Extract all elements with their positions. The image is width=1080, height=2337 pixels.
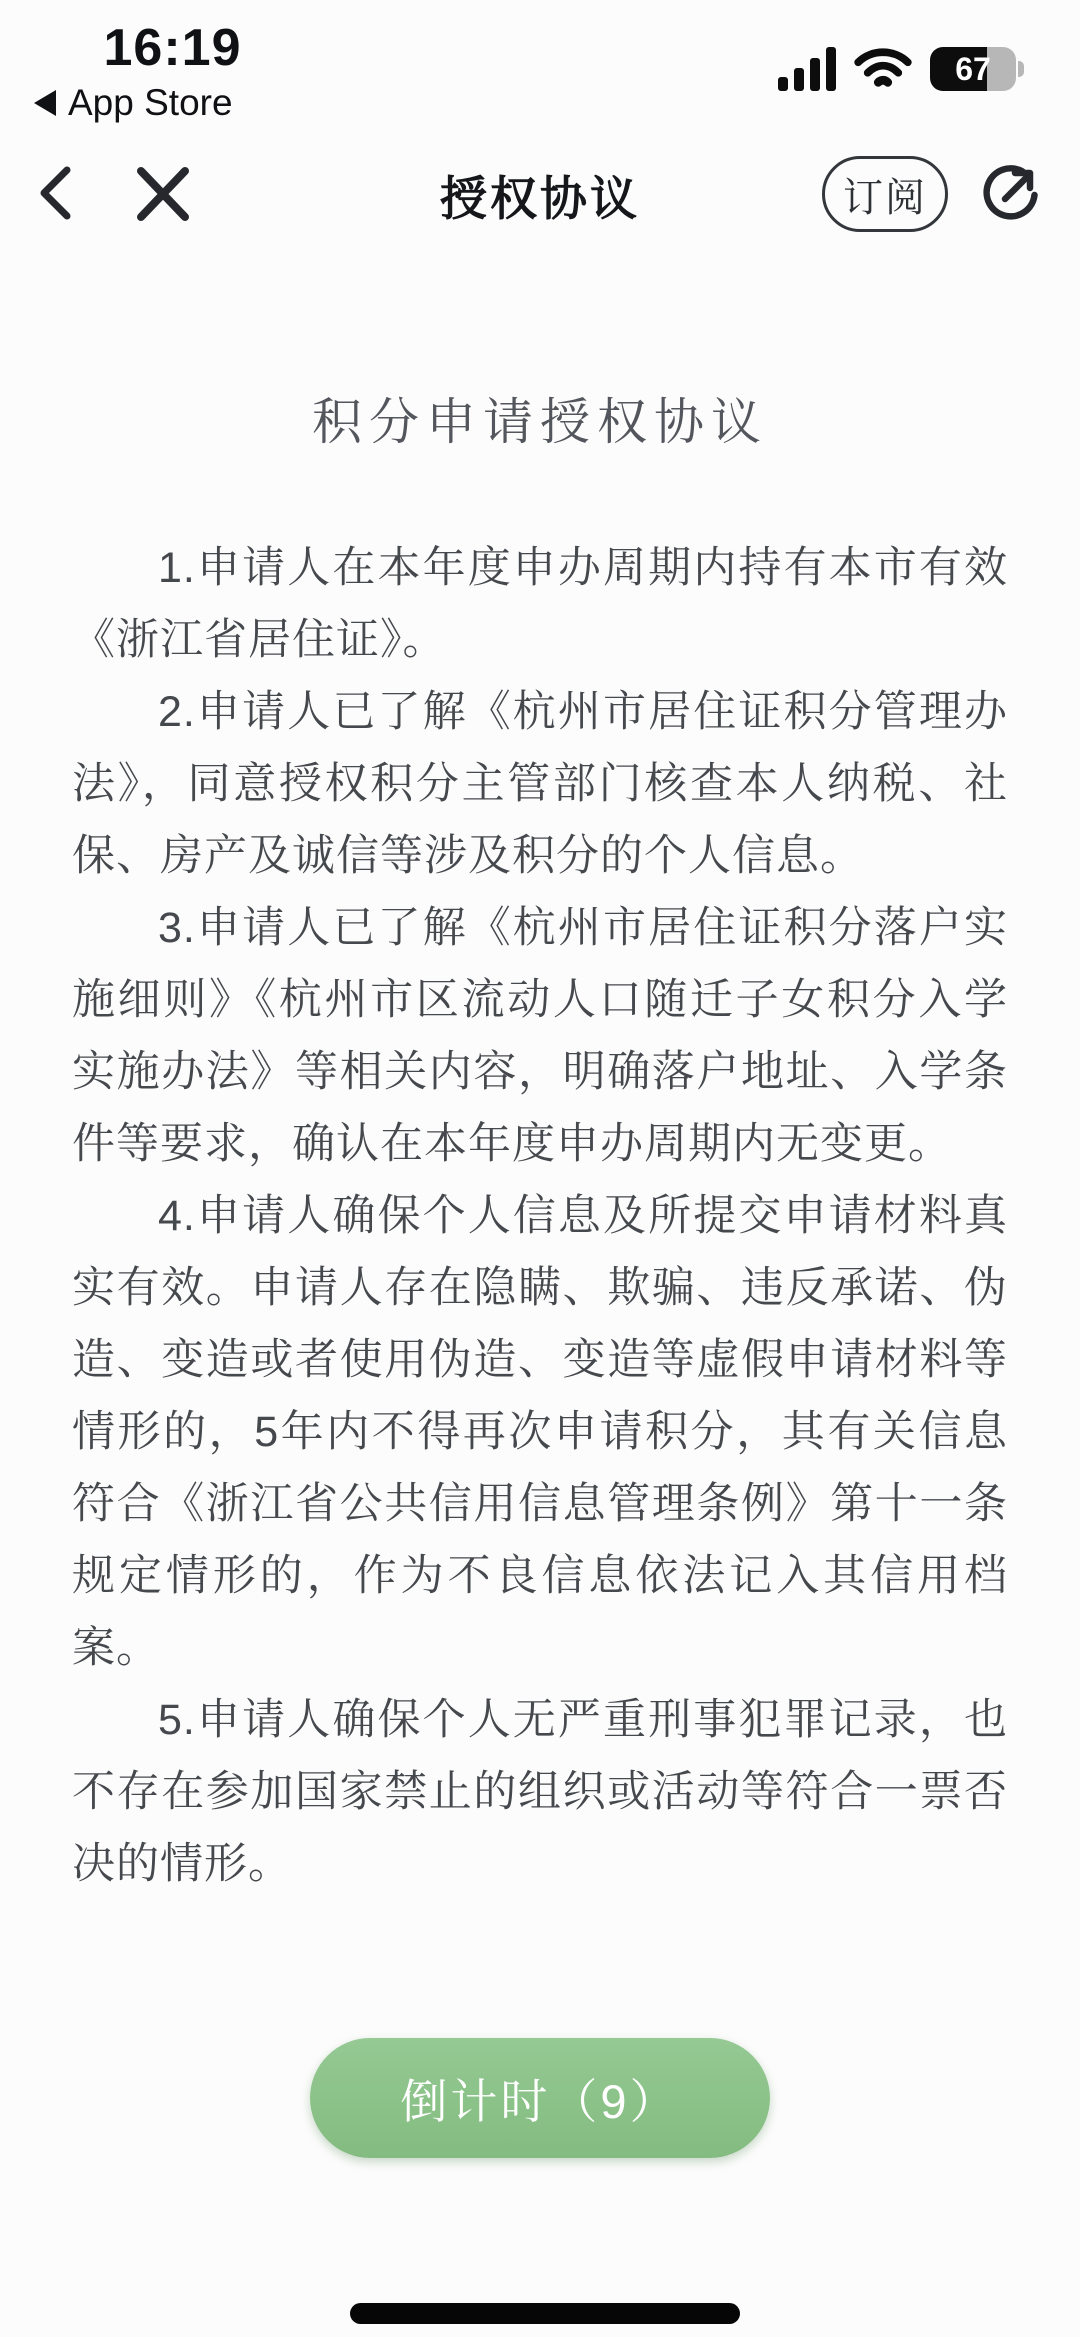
subscribe-label: 订阅 — [843, 175, 927, 220]
agreement-paragraph-1: 1.申请人在本年度申办周期内持有本市有效《浙江省居住证》。 — [72, 544, 1008, 664]
agreement-text — [72, 532, 1008, 1900]
countdown-confirm-button[interactable] — [310, 2038, 770, 2158]
navigation-bar — [0, 150, 1080, 240]
agreement-paragraph-4: 4.申请人确保个人信息及所提交申请材料真实有效。申请人存在隐瞒、欺骗、违反承诺、伪造、变造或者使用伪造、变造等虚假申请材料等情形的，5年内不得再次申请积分，其有关信息符合《浙江省公共信用信息管理条例》第十一条规定情形的，作为不良信息依法记入其信用档案。 — [72, 1192, 1008, 1672]
wifi-icon — [854, 47, 912, 91]
share-icon[interactable] — [980, 158, 1044, 230]
clock: 16:19 — [103, 19, 242, 77]
status-bar — [0, 0, 1080, 130]
home-indicator[interactable] — [350, 2303, 740, 2324]
page-title: 授权协议 — [440, 172, 640, 225]
agreement-paragraph-5: 5.申请人确保个人无严重刑事犯罪记录，也不存在参加国家禁止的组织或活动等符合一票否决的情形。 — [72, 1696, 1008, 1888]
back-to-app-store-link[interactable] — [34, 82, 233, 124]
cellular-signal-icon — [778, 47, 836, 91]
status-icons — [778, 46, 1016, 92]
countdown-label: 倒计时（9） — [400, 2074, 680, 2128]
subscribe-button[interactable] — [822, 156, 948, 232]
agreement-paragraph-2: 2.申请人已了解《杭州市居住证积分管理办法》，同意授权积分主管部门核查本人纳税、社保、房产及诚信等涉及积分的个人信息。 — [72, 688, 1008, 880]
battery-icon — [930, 47, 1016, 91]
agreement-paragraph-3: 3.申请人已了解《杭州市居住证积分落户实施细则》《杭州市区流动人口随迁子女积分入学实施办法》等相关内容，明确落户地址、入学条件等要求，确认在本年度申办周期内无变更。 — [72, 904, 1008, 1168]
back-triangle-icon — [34, 90, 56, 116]
back-app-label: App Store — [68, 82, 233, 123]
document-title: 积分申请授权协议 — [312, 394, 768, 450]
battery-percent: 67 — [955, 50, 991, 87]
